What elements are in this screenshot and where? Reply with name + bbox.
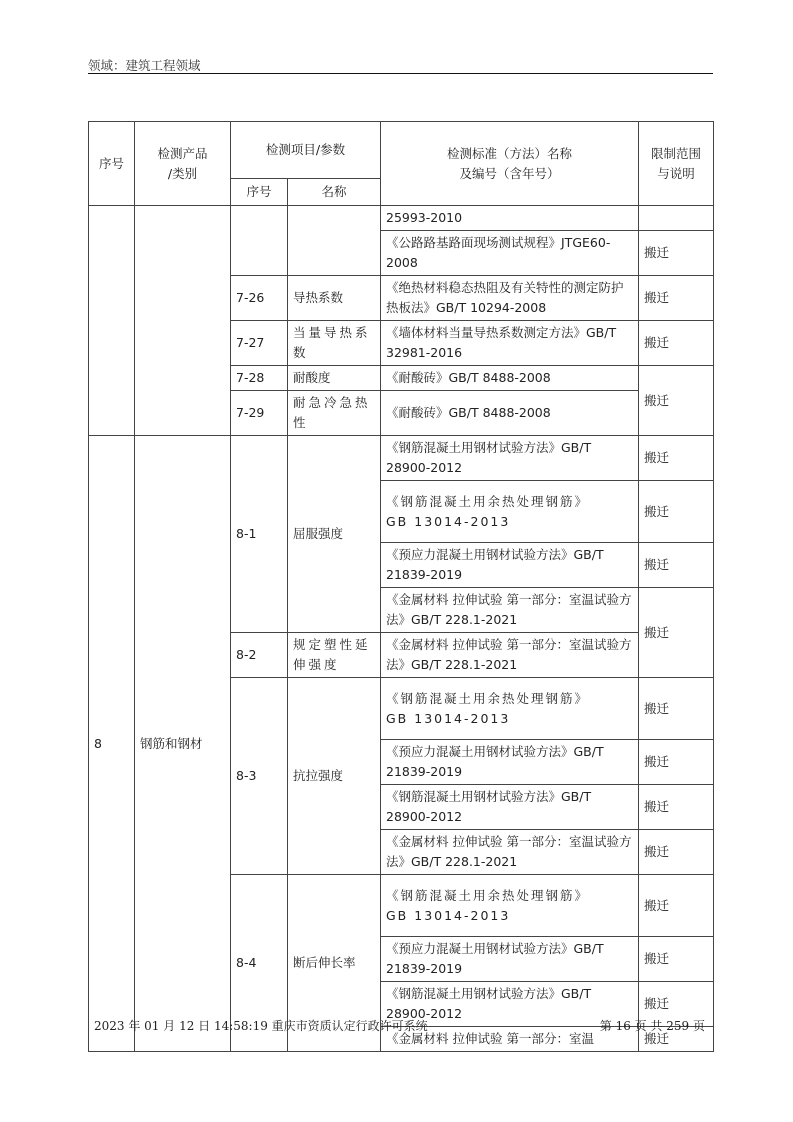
item-name-cell: 耐急冷急热性 [288,391,381,436]
standard-cell: 《金属材料 拉伸试验 第一部分：室温试验方法》GB/T 228.1-2021 [381,633,639,678]
group7-seq-cell [89,206,135,436]
limit-cell: 搬迁 [639,875,714,937]
standard-cell: 《预应力混凝土用钢材试验方法》GB/T 21839-2019 [381,937,639,982]
standard-cell: 《绝热材料稳态热阻及有关特性的测定防护热板法》GB/T 10294-2008 [381,276,639,321]
item-seq-cell: 7-28 [231,366,288,391]
limit-cell: 搬迁 [639,1027,714,1052]
limit-cell: 搬迁 [639,481,714,543]
table-cell [231,206,288,276]
limit-cell [639,206,714,231]
header-standard: 检测标准（方法）名称 及编号（含年号） [381,122,639,206]
header-product: 检测产品 /类别 [135,122,231,206]
item-seq-cell: 8-1 [231,436,288,633]
item-name-cell: 屈服强度 [288,436,381,633]
standard-cell: 《预应力混凝土用钢材试验方法》GB/T 21839-2019 [381,543,639,588]
limit-cell: 搬迁 [639,588,714,678]
header-divider [88,73,713,74]
item-seq-cell: 7-27 [231,321,288,366]
item-seq-cell: 8-3 [231,678,288,875]
inspection-standards-table [88,121,714,1052]
standard-cell: 《钢筋混凝土用钢材试验方法》GB/T 28900-2012 [381,785,639,830]
group7-product-cell [135,206,231,436]
footer-timestamp-system: 2023 年 01 月 12 日 14:58:19 重庆市资质认定行政许可系统 [94,1019,428,1033]
header-seq: 序号 [89,122,135,206]
group8-seq-cell: 8 [89,436,135,1052]
limit-cell: 搬迁 [639,678,714,740]
standard-cell: 《金属材料 拉伸试验 第一部分：室温试验方法》GB/T 228.1-2021 [381,830,639,875]
page-header-domain: 领域：建筑工程领域 [88,58,201,73]
table-cell [288,206,381,276]
item-seq-cell: 8-4 [231,875,288,1052]
standard-cell: 《耐酸砖》GB/T 8488-2008 [381,366,639,391]
item-name-cell: 导热系数 [288,276,381,321]
standard-cell: 《钢筋混凝土用余热处理钢筋》 GB 13014-2013 [381,875,639,937]
limit-cell: 搬迁 [639,366,714,436]
item-seq-cell: 7-29 [231,391,288,436]
header-limit: 限制范围 与说明 [639,122,714,206]
standard-cell: 《耐酸砖》GB/T 8488-2008 [381,391,639,436]
limit-cell: 搬迁 [639,321,714,366]
standard-cell: 《钢筋混凝土用钢材试验方法》GB/T 28900-2012 [381,436,639,481]
standard-cell: 《钢筋混凝土用钢材试验方法》GB/T 28900-2012 [381,982,639,1027]
item-name-cell: 当量导热系数 [288,321,381,366]
header-item-seq: 序号 [231,179,288,206]
limit-cell: 搬迁 [639,937,714,982]
item-name-cell: 断后伸长率 [288,875,381,1052]
item-name-cell: 规定塑性延伸强度 [288,633,381,678]
header-item-group: 检测项目/参数 [231,122,381,179]
header-item-name: 名称 [288,179,381,206]
standard-cell: 《墙体材料当量导热系数测定方法》GB/T 32981-2016 [381,321,639,366]
footer-page-number: 第 16 页 共 259 页 [599,1019,705,1033]
standard-cell: 《钢筋混凝土用余热处理钢筋》 GB 13014-2013 [381,481,639,543]
limit-cell: 搬迁 [639,276,714,321]
limit-cell: 搬迁 [639,436,714,481]
standard-cell: 《钢筋混凝土用余热处理钢筋》 GB 13014-2013 [381,678,639,740]
standard-cell: 《预应力混凝土用钢材试验方法》GB/T 21839-2019 [381,740,639,785]
limit-cell: 搬迁 [639,740,714,785]
standard-cell: 《公路路基路面现场测试规程》JTGE60-2008 [381,231,639,276]
group8-product-cell: 钢筋和钢材 [135,436,231,1052]
item-name-cell: 耐酸度 [288,366,381,391]
standard-cell: 25993-2010 [381,206,639,231]
limit-cell: 搬迁 [639,543,714,588]
standard-cell: 《金属材料 拉伸试验 第一部分：室温 [381,1027,639,1052]
item-seq-cell: 8-2 [231,633,288,678]
item-name-cell: 抗拉强度 [288,678,381,875]
standard-cell: 《金属材料 拉伸试验 第一部分：室温试验方法》GB/T 228.1-2021 [381,588,639,633]
item-seq-cell: 7-26 [231,276,288,321]
limit-cell: 搬迁 [639,785,714,830]
limit-cell: 搬迁 [639,830,714,875]
limit-cell: 搬迁 [639,982,714,1027]
limit-cell: 搬迁 [639,231,714,276]
